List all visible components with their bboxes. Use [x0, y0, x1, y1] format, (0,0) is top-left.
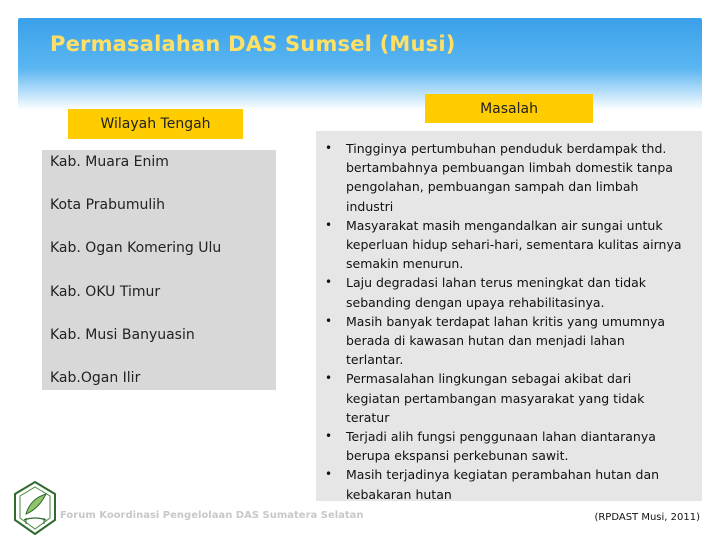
bullet-icon: • — [325, 141, 333, 155]
problem-text: Laju degradasi lahan terus meningkat dan tidak sebanding dengan upaya rehabilitasinya. — [346, 275, 647, 310]
region-item: Kab.Ogan Ilir — [50, 370, 141, 386]
problem-item — [316, 216, 702, 274]
footer-organization: Forum Koordinasi Pengelolaan DAS Sumatera Selatan — [60, 510, 364, 521]
wilayah-header: Wilayah Tengah — [68, 109, 243, 139]
problem-item — [316, 427, 702, 465]
source-citation: (RPDAST Musi, 2011) — [594, 512, 700, 523]
problem-text: Tingginya pertumbuhan penduduk berdampak thd. bertambahnya pembuangan limbah domestik tanpa pengolahan, pembuangan sampah dan limbah industri — [346, 141, 673, 214]
problem-list — [316, 131, 702, 504]
problem-item — [316, 465, 702, 503]
problem-text: Masih banyak terdapat lahan kritis yang umumnya berada di kawasan hutan dan menjadi lahan terlantar. — [346, 313, 666, 368]
masalah-header: Masalah — [425, 94, 593, 123]
region-item: Kab. Muara Enim — [50, 154, 169, 170]
problem-text: Permasalahan lingkungan sebagai akibat dari kegiatan pertambangan masyarakat yang tidak teratur — [346, 371, 645, 425]
problem-item — [316, 139, 702, 216]
bullet-icon: • — [325, 217, 333, 232]
problem-text: Masyarakat masih mengandalkan air sungai untuk keperluan hidup sehari-hari, sementara kulitas airnya semakin menurun. — [346, 217, 682, 272]
region-list-panel — [42, 150, 276, 390]
bullet-icon: • — [325, 371, 333, 386]
problem-list-panel — [316, 131, 702, 501]
problem-text: Masih terjadinya kegiatan perambahan hutan dan kebakaran hutan — [346, 467, 660, 502]
problem-item — [316, 369, 702, 427]
forum-logo-icon — [12, 480, 58, 536]
region-item: Kab. Musi Banyuasin — [50, 327, 195, 343]
bullet-icon: • — [325, 429, 333, 444]
problem-text: Terjadi alih fungsi penggunaan lahan diantaranya berupa ekspansi perkebunan sawit. — [346, 429, 656, 464]
bullet-icon: • — [325, 467, 333, 482]
bullet-icon: • — [325, 275, 333, 290]
problem-item — [316, 312, 702, 370]
problem-item — [316, 273, 702, 311]
bullet-icon: • — [325, 313, 333, 328]
region-item: Kota Prabumulih — [50, 197, 166, 213]
region-item: Kab. OKU Timur — [50, 284, 161, 300]
region-item: Kab. Ogan Komering Ulu — [50, 240, 222, 256]
slide-title: Permasalahan DAS Sumsel (Musi) — [50, 32, 456, 56]
